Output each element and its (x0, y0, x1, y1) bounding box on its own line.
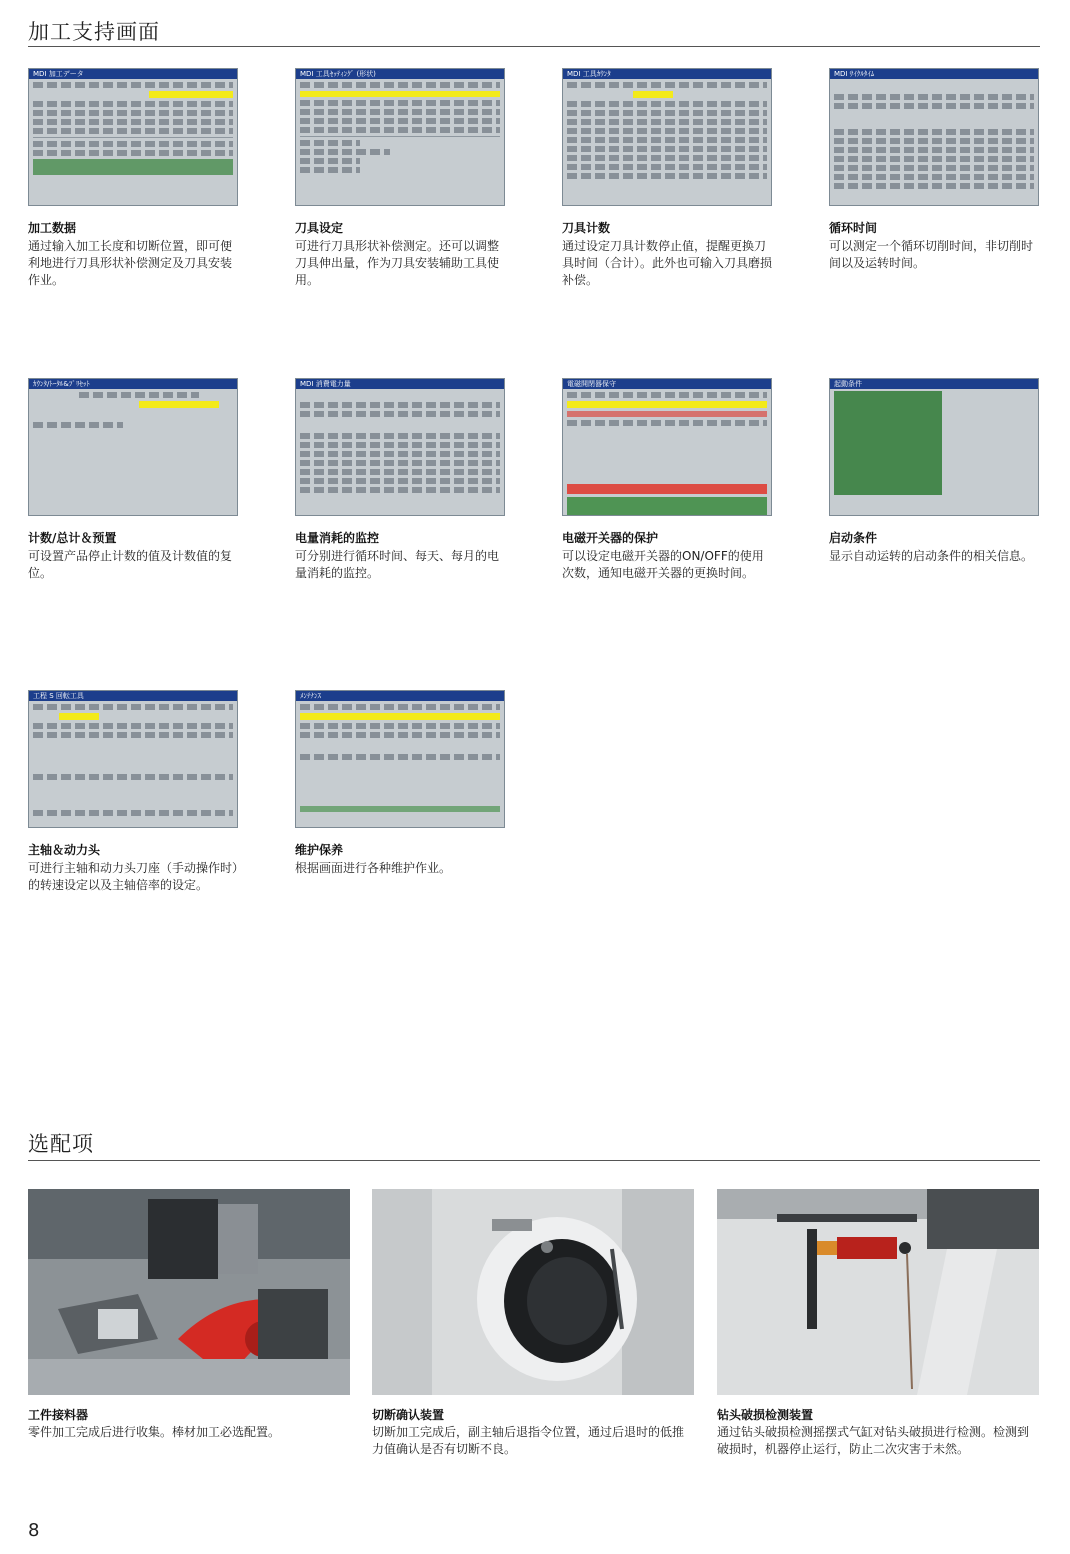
option-title: 钻头破损检测装置 (717, 1408, 814, 1422)
option-parts-catcher (28, 1189, 350, 1441)
option-drill-breakage-detection (717, 1189, 1039, 1458)
screen-title-bar: MDI 工具ｾｯﾃｨﾝｸﾞ (形状) (296, 69, 504, 79)
card-description: 可以测定一个循环切削时间，非切削时间以及运转时间。 (829, 239, 1034, 270)
card-title: 加工数据 (28, 221, 77, 235)
card-tool-count (562, 68, 774, 289)
screen-thumbnail (829, 68, 1039, 206)
screen-title-bar: MDI 加工データ (29, 69, 237, 79)
card-description: 显示自动运转的启动条件的相关信息。 (829, 549, 1034, 563)
drill-breakage-photo (717, 1189, 1039, 1395)
card-title: 维护保养 (295, 843, 344, 857)
card-description: 可分别进行循环时间、每天、每月的电量消耗的监控。 (295, 549, 500, 580)
screen-thumbnail (295, 68, 505, 206)
option-cutoff-confirmation (372, 1189, 694, 1458)
card-description: 可设置产品停止计数的值及计数值的复位。 (28, 549, 233, 580)
card-tool-setting (295, 68, 507, 289)
screen-thumbnail (28, 68, 238, 206)
cutoff-confirmation-photo (372, 1189, 694, 1395)
card-power-consumption (295, 378, 507, 582)
screen-title-bar: MDI ｻｲｸﾙﾀｲﾑ (830, 69, 1038, 79)
card-title: 电量消耗的监控 (295, 531, 380, 545)
card-description: 可进行刀具形状补偿测定。还可以调整刀具伸出量，作为刀具安装辅助工具使用。 (295, 239, 500, 287)
card-title: 电磁开关器的保护 (562, 531, 659, 545)
card-title: 刀具计数 (562, 221, 611, 235)
parts-catcher-photo (28, 1189, 350, 1395)
drill-breakage-illustration (717, 1189, 1039, 1395)
option-title: 工件接料器 (28, 1408, 89, 1422)
screen-thumbnail (562, 378, 772, 516)
card-counter-total-preset (28, 378, 240, 582)
card-contactor-protection (562, 378, 774, 582)
card-title: 计数/总计＆预置 (28, 531, 117, 545)
card-machining-data (28, 68, 240, 289)
option-description: 零件加工完成后进行收集。棒材加工必选配置。 (28, 1425, 281, 1439)
screen-thumbnail (562, 68, 772, 206)
screen-thumbnail (28, 378, 238, 516)
screen-title-bar: 工程 S 回転工具 (29, 691, 237, 701)
screen-title-bar: 電磁開閉器保守 (563, 379, 771, 389)
card-title: 刀具设定 (295, 221, 344, 235)
card-spindle-power-head (28, 690, 240, 894)
screen-thumbnail (28, 690, 238, 828)
card-description: 通过设定刀具计数停止值，提醒更换刀具时间（合计）。此外也可输入刀具磨损补偿。 (562, 239, 773, 287)
screen-title-bar: ｶｳﾝﾀ/ﾄｰﾀﾙ&ﾌﾟﾘｾｯﾄ (29, 379, 237, 389)
card-title: 循环时间 (829, 221, 878, 235)
card-description: 可以设定电磁开关器的ON/OFF的使用次数，通知电磁开关器的更换时间。 (562, 549, 764, 580)
screen-title-bar: MDI 工具ｶｳﾝﾀ (563, 69, 771, 79)
option-description: 切断加工完成后，副主轴后退指令位置，通过后退时的低推力值确认是否有切断不良。 (372, 1425, 685, 1456)
screen-thumbnail (829, 378, 1039, 516)
parts-catcher-illustration (28, 1189, 350, 1395)
card-start-conditions (829, 378, 1041, 565)
option-description: 通过钻头破损检测摇摆式气缸对钻头破损进行检测。检测到破损时，机器停止运行，防止二次灾害于未然。 (717, 1425, 1030, 1456)
screen-title-bar: ﾒﾝﾃﾅﾝｽ (296, 691, 504, 701)
option-title: 切断确认装置 (372, 1408, 445, 1422)
section-divider (28, 46, 1040, 47)
card-maintenance (295, 690, 507, 877)
screen-thumbnail (295, 378, 505, 516)
card-description: 根据画面进行各种维护作业。 (295, 861, 452, 875)
cutoff-confirmation-illustration (372, 1189, 694, 1395)
section-title-options: 选配项 (28, 1132, 94, 1156)
card-title: 主轴＆动力头 (28, 843, 101, 857)
section-divider (28, 1160, 1040, 1161)
section-title-support: 加工支持画面 (28, 20, 160, 44)
screen-thumbnail (295, 690, 505, 828)
card-description: 可进行主轴和动力头刀座（手动操作时）的转速设定以及主轴倍率的设定。 (28, 861, 239, 892)
card-title: 启动条件 (829, 531, 878, 545)
screen-title-bar: MDI 消費電力量 (296, 379, 504, 389)
card-cycle-time (829, 68, 1041, 272)
card-description: 通过输入加工长度和切断位置，即可便利地进行刀具形状补偿测定及刀具安装作业。 (28, 239, 233, 287)
page-number: 8 (28, 1520, 40, 1541)
screen-title-bar: 起動条件 (830, 379, 1038, 389)
